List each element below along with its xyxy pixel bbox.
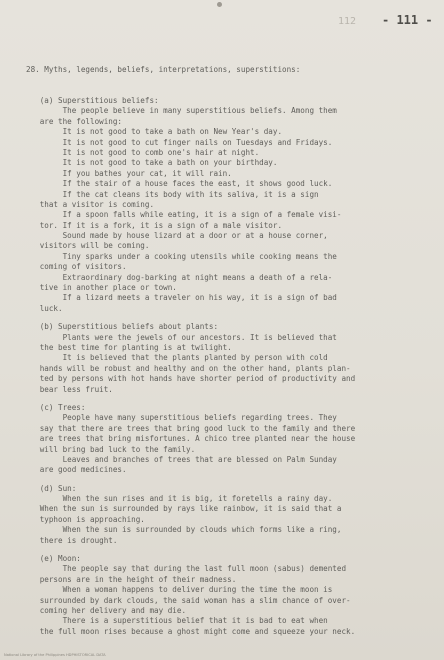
text-line: It is not good to comb one's hair at night. <box>26 147 260 157</box>
text-line: Plants were the jewels of our ancestors. It is believed that <box>26 332 337 342</box>
text-line: are good medicines. <box>26 465 127 475</box>
text-line: tor. If it is a fork, it is a sign of a male visitor. <box>26 220 283 230</box>
page-number-faded: 112 <box>338 16 357 27</box>
text-line: It is believed that the plants planted by person with cold <box>26 353 328 363</box>
text-line: there is drought. <box>26 535 118 545</box>
paragraph-gap <box>26 546 426 554</box>
text-line: If you bathes your cat, it will rain. <box>26 168 232 178</box>
punch-hole <box>217 2 222 7</box>
footer-caption: National Library of the Philippines HDPHISTORICAL DATA <box>4 653 106 657</box>
text-line: When the sun is surrounded by clouds which forms like a ring, <box>26 525 342 535</box>
text-line: that a visitor is coming. <box>26 199 155 209</box>
text-line: are trees that bring misfortunes. A chico tree planted near the house <box>26 434 356 444</box>
text-line: visitors will be coming. <box>26 241 150 251</box>
paragraph-gap <box>26 314 426 322</box>
text-line: When a woman happens to deliver during the time the moon is <box>26 585 333 595</box>
text-line: coming of visitors. <box>26 262 127 272</box>
text-line: Sound made by house lizard at a door or at a house corner, <box>26 231 328 241</box>
text-line: It is not good to take a bath on New Year's day. <box>26 127 283 137</box>
text-line: Extraordinary dog-barking at night means a death of a rela- <box>26 272 333 282</box>
text-line: (c) Trees: <box>26 402 86 412</box>
text-line: the full moon rises because a ghost might come and squeeze your neck. <box>26 626 356 636</box>
text-line: are the following: <box>26 116 123 126</box>
text-line: The people believe in many superstitious beliefs. Among them <box>26 106 337 116</box>
text-line: (b) Superstitious beliefs about plants: <box>26 322 219 332</box>
text-line: hands will be robust and healthy and on the other hand, plants plan- <box>26 363 351 373</box>
text-line: When the sun is surrounded by rays like rainbow, it is said that a <box>26 504 342 514</box>
text-line: It is not good to cut finger nails on Tuesdays and Fridays. <box>26 137 333 147</box>
text-line: typhoon is approaching. <box>26 514 145 524</box>
text-line: Leaves and branches of trees that are blessed on Palm Sunday <box>26 454 337 464</box>
text-line: surrounded by dark clouds, the said woman has a slim chance of over- <box>26 595 351 605</box>
text-line: If a lizard meets a traveler on his way, it is a sign of bad <box>26 293 337 303</box>
text-line: If a spoon falls while eating, it is a sign of a female visi- <box>26 210 342 220</box>
text-line: The people say that during the last full moon (sabus) demented <box>26 564 347 574</box>
text-line: bear less fruit. <box>26 384 113 394</box>
text-line: ted by persons with hot hands have shorter period of productivity and <box>26 374 356 384</box>
text-line: say that there are trees that bring good luck to the family and there <box>26 423 356 433</box>
text-line: luck. <box>26 303 63 313</box>
section-title: 28. Myths, legends, beliefs, interpretations, superstitions: <box>26 64 301 74</box>
text-line: (d) Sun: <box>26 483 77 493</box>
text-line: When the sun rises and it is big, it foretells a rainy day. <box>26 494 333 504</box>
page-number: - 111 - <box>382 13 433 27</box>
text-line: will bring bad luck to the family. <box>26 444 196 454</box>
text-line: If the stair of a house faces the east, it shows good luck. <box>26 179 333 189</box>
text-line: (e) Moon: <box>26 554 81 564</box>
document-body <box>26 44 426 637</box>
paragraph-gap <box>26 395 426 403</box>
text-line: People have many superstitious beliefs regarding trees. They <box>26 413 337 423</box>
paragraph-gap <box>26 476 426 484</box>
text-line: (a) Superstitious beliefs: <box>26 96 159 106</box>
text-line: tive in another place or town. <box>26 283 177 293</box>
text-line: Tiny sparks under a cooking utensils while cooking means the <box>26 251 337 261</box>
text-line: the best time for planting is at twilight. <box>26 343 232 352</box>
text-line: It is not good to take a bath on your birthday. <box>26 158 278 168</box>
text-line: If the cat cleans its body with its saliva, it is a sign <box>26 189 319 199</box>
text-line: persons are in the height of their madness. <box>26 574 237 584</box>
text-line: There is a superstitious belief that it is bad to eat when <box>26 616 328 626</box>
text-line: coming her delivery and may die. <box>26 605 187 615</box>
